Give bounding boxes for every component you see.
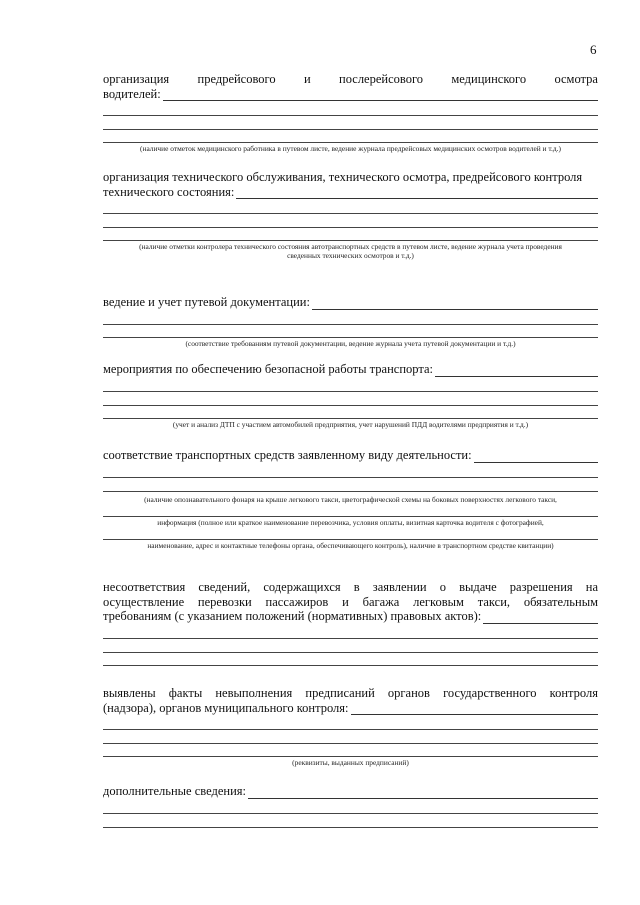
answer-line[interactable]: [103, 813, 598, 814]
heading-text: дополнительные сведения:: [103, 784, 246, 798]
field-hint: (учет и анализ ДТП с участием автомобилей предприятия, учет нарушений ПДД водителями предприятия и т.д.): [172, 419, 529, 429]
answer-line[interactable]: [435, 364, 598, 377]
heading-text: несоответствия сведений, содержащихся в заявлении о выдаче разрешения на: [103, 580, 598, 594]
section-heading-line1: [103, 362, 598, 377]
answer-line[interactable]: [103, 743, 598, 744]
answer-line[interactable]: [103, 652, 598, 653]
section-heading-line1: [103, 784, 598, 799]
answer-line[interactable]: [103, 827, 598, 828]
section-unfulfilled-orders: [103, 686, 598, 767]
answer-line[interactable]: [103, 405, 598, 406]
answer-line[interactable]: [103, 213, 598, 214]
heading-text: технического состояния:: [103, 184, 235, 199]
field-hint: (реквизиты, выданных предписаний): [292, 758, 409, 767]
section-additional-info: [103, 784, 598, 828]
field-hint: (наличие опознавательного фонаря на крыше легкового такси, цветографической схемы на боковых поверхностях легкового такси,: [144, 494, 557, 504]
answer-line[interactable]: [103, 115, 598, 116]
answer-line[interactable]: [103, 337, 598, 338]
field-hint: (наличие отметок медицинского работника в путевом листе, ведение журнала предрейсовых медицинских осмотров водителей и т.д.): [140, 144, 561, 153]
answer-line[interactable]: [103, 240, 598, 241]
answer-line[interactable]: [163, 88, 598, 101]
answer-line[interactable]: [103, 756, 598, 757]
heading-word: осмотра: [554, 72, 598, 86]
answer-line[interactable]: [103, 491, 598, 492]
answer-line[interactable]: [483, 611, 598, 624]
heading-word: медицинского: [451, 72, 527, 86]
section-heading-line1: [103, 448, 598, 463]
heading-text: (надзора), органов муниципального контроля:: [103, 700, 349, 715]
heading-text: [103, 686, 598, 701]
answer-line[interactable]: [103, 418, 598, 419]
page-number: 6: [590, 42, 597, 57]
answer-line[interactable]: [248, 786, 598, 799]
answer-line[interactable]: [103, 665, 598, 666]
heading-word: и: [303, 72, 311, 86]
section-waybill-documentation: [103, 295, 598, 348]
section-transport-safety: [103, 362, 598, 429]
answer-line[interactable]: [312, 297, 598, 310]
heading-text: [103, 580, 598, 595]
answer-line[interactable]: [103, 516, 598, 517]
section-application-discrepancies: [103, 580, 598, 666]
heading-word: послерейсового: [339, 72, 424, 86]
field-hint: наименование, адрес и контактные телефоны органа, обеспечивающего контроль), наличие в транспортном средстве квитанции): [147, 540, 554, 550]
heading-text: требованиям (с указанием положений (нормативных) правовых актов):: [103, 609, 482, 623]
section-technical-maintenance: [103, 170, 598, 260]
heading-text: водителей:: [103, 86, 161, 101]
section-vehicle-compliance: [103, 448, 598, 550]
section-heading-line2: [103, 701, 598, 716]
section-heading-line3: [103, 609, 598, 624]
section-heading-line1: [103, 72, 598, 87]
heading-text: [103, 595, 598, 610]
answer-line[interactable]: [236, 186, 598, 199]
section-heading-line2: [103, 87, 598, 102]
answer-line[interactable]: [103, 129, 598, 130]
heading-text: соответствие транспортных средств заявленному виду деятельности:: [103, 448, 472, 462]
answer-line[interactable]: [351, 702, 598, 715]
field-hint: (соответствие требованиям путевой документации, ведение журнала учета путевой документации и т.д.): [185, 338, 516, 348]
heading-text: ведение и учет путевой документации:: [103, 295, 310, 309]
answer-line[interactable]: [103, 227, 598, 228]
answer-line[interactable]: [103, 324, 598, 325]
field-hint: (наличие отметки контролера технического состояния автотранспортных средств в путевом листе, ведение журнала учета проведения: [139, 242, 562, 251]
heading-word: предрейсового: [197, 72, 276, 86]
answer-line[interactable]: [474, 450, 598, 463]
heading-word: организация: [103, 72, 170, 86]
heading-text: мероприятия по обеспечению безопасной работы транспорта:: [103, 362, 433, 376]
field-hint: информация (полное или краткое наименование перевозчика, условия оплаты, визитная карточка водителя с фотографией,: [157, 517, 544, 527]
section-heading-line1: [103, 295, 598, 310]
section-heading-line2: [103, 185, 598, 200]
section-medical-inspection: [103, 72, 598, 153]
answer-line[interactable]: [103, 477, 598, 478]
answer-line[interactable]: [103, 142, 598, 143]
heading-text: выявлены факты невыполнения предписаний органов государственного контроля: [103, 686, 598, 700]
answer-line[interactable]: [103, 638, 598, 639]
heading-text: организация технического обслуживания, технического осмотра, предрейсового контроля: [103, 170, 583, 184]
answer-line[interactable]: [103, 391, 598, 392]
field-hint: сведенных технических осмотров и т.д.): [287, 251, 414, 260]
answer-line[interactable]: [103, 539, 598, 540]
heading-text: осуществление перевозки пассажиров и багажа легковым такси, обязательным: [103, 594, 598, 609]
answer-line[interactable]: [103, 729, 598, 730]
